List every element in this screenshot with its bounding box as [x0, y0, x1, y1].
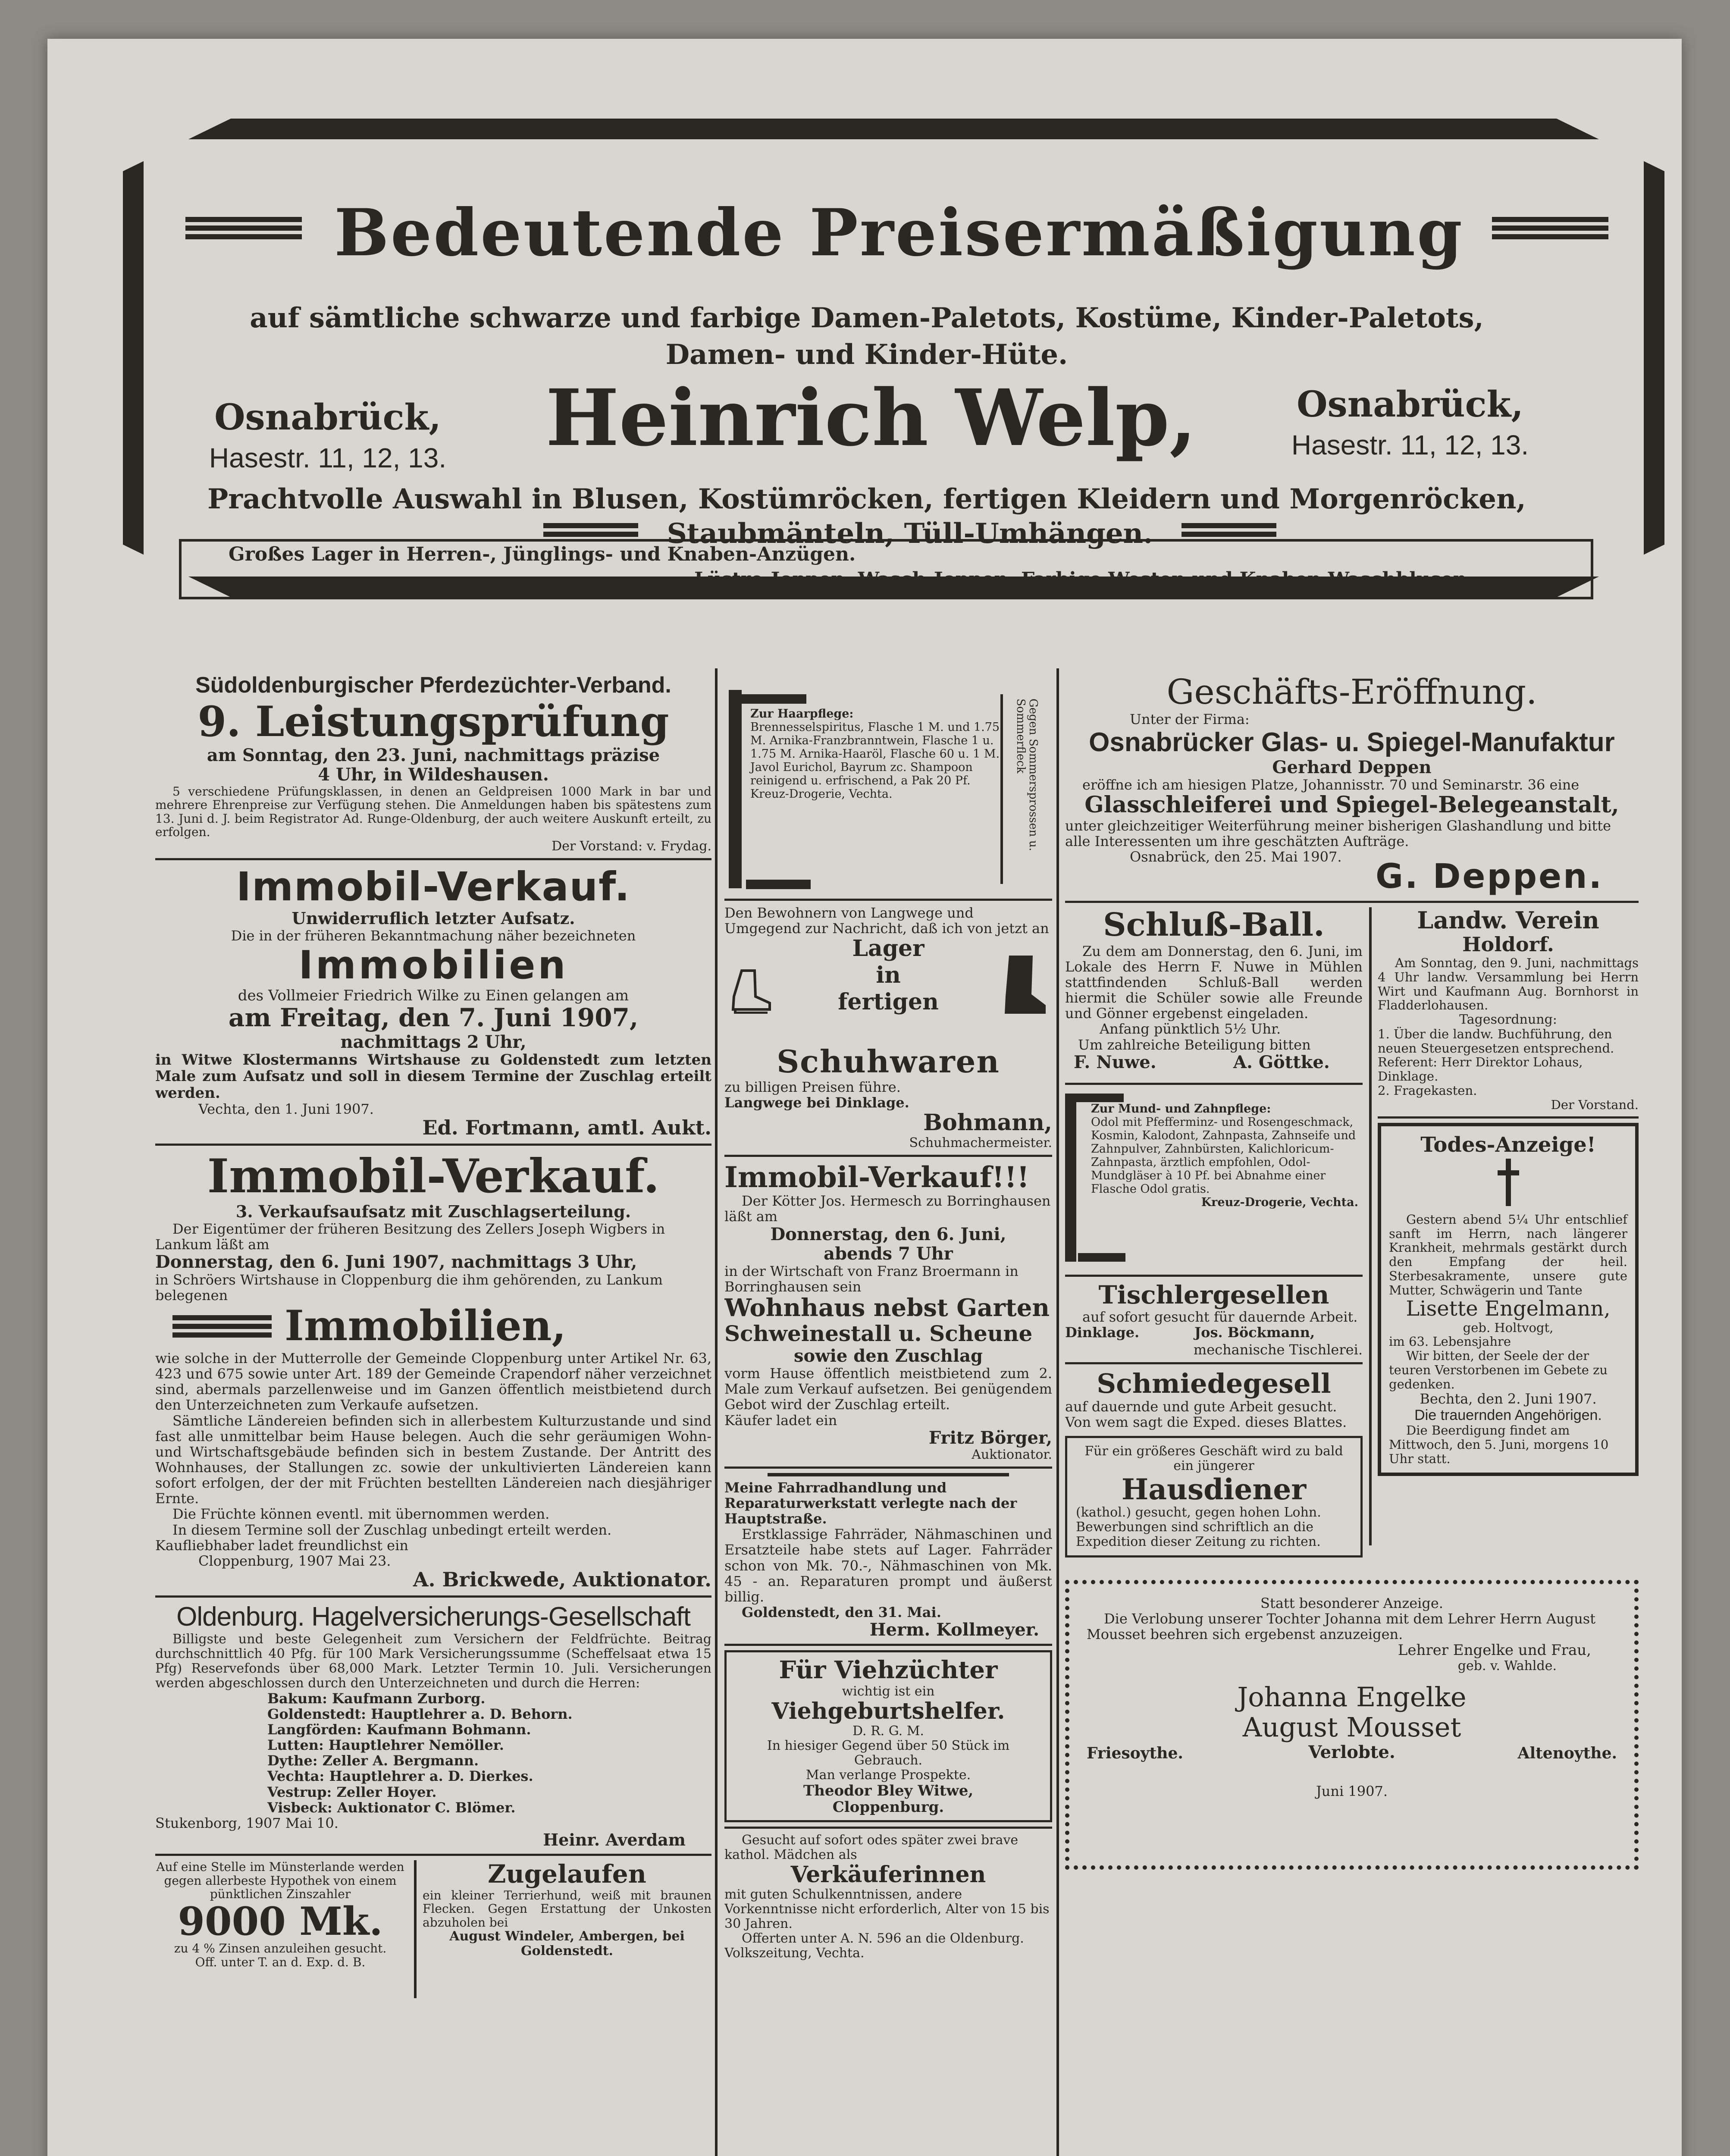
mund-title: Zur Mund- und Zahnpflege:	[1091, 1102, 1271, 1116]
eroeffnung-footer	[1065, 849, 1639, 896]
todes-sign: Die trauernden Angehörigen.	[1414, 1407, 1602, 1423]
haarpflege-body: Brennesselspiritus, Flasche 1 M. und 1.75 M. Arnika-Franzbranntwein, Flasche 1 u. 1.75 M. Arnika-Haaröl, Flasche 60 u. 1 M. Javol Eurichol, Bayrum zc. Shampoon reinigend u. erfrischend, a Pak 20 Pf. Kreuz-Drogerie, Vechta.	[750, 721, 1000, 801]
top-ad-box-line2: Lüstre-Joppen, Wasch-Joppen, Farbige Westen und Knaben-Waschblusen.	[694, 568, 1473, 590]
immobil1-date: am Freitag, den 7. Juni 1907,	[228, 1003, 639, 1033]
immobil1-line2: des Vollmeier Friedrich Wilke zu Einen gelangen am	[238, 987, 629, 1004]
column-separator	[715, 668, 718, 2156]
shoe-icon	[729, 966, 772, 1014]
tischler-sign: Jos. Böckmann,	[1194, 1324, 1315, 1341]
eroeffnung-headline: Geschäfts-Eröffnung.	[1166, 673, 1537, 712]
hagel-agents	[155, 1691, 711, 1815]
immobil3-big: Wohnhaus nebst Garten	[724, 1294, 1050, 1322]
tischler-footer	[1065, 1325, 1363, 1342]
schuh-headline: Schuhwaren	[777, 1043, 1000, 1080]
haarpflege-title: Zur Haarpflege:	[750, 707, 854, 721]
immobil3-zuschlag: sowie den Zuschlag	[794, 1345, 983, 1366]
haarpflege-bar-bottom	[746, 880, 811, 889]
todes-headline: Todes-Anzeige!	[1420, 1132, 1596, 1157]
immobil3-sign2: Auktionator.	[972, 1447, 1052, 1462]
decorative-bars-mid-right	[1182, 520, 1276, 540]
column-3	[1065, 673, 1639, 1870]
schuh-line4: zu billigen Preisen führe.	[724, 1078, 901, 1095]
hausdiener-box	[1065, 1436, 1363, 1557]
hagel-agent: Vechta: Hauptlehrer a. D. Dierkes.	[267, 1768, 533, 1785]
mund-body: Odol mit Pfefferminz- und Rosengeschmack, Kosmin, Kalodont, Zahnpasta, Zahnseife und Zahnpulver, Zahnbürsten, Kalichloricum-Zahnpasta, ärztlich empfohlen, Odol-Mundgläser à 10 Pf. bei Abnahme einer Flasche Odol gratis.	[1091, 1115, 1356, 1196]
divider	[1378, 1116, 1639, 1119]
vieh-line3: Man verlange Prospekte.	[805, 1767, 971, 1783]
immobil3-headline: Immobil-Verkauf!!!	[724, 1160, 1030, 1194]
tischler-sign2: mechanische Tischlerei.	[1193, 1341, 1363, 1358]
tischler-place: Dinklage.	[1065, 1324, 1140, 1341]
divider	[1065, 1362, 1363, 1364]
schuh-sign: Bohmann,	[923, 1109, 1052, 1136]
hagel-place: Stukenborg, 1907 Mai 10.	[155, 1814, 338, 1831]
schmiede-headline: Schmiedegesell	[1097, 1367, 1331, 1399]
verkaeuferin-body1: Gesucht auf sofort odes später zwei brave kathol. Mädchen als	[724, 1832, 1019, 1862]
eroeffnung-big: Osnabrücker Glas- u. Spiegel-Manufaktur	[1089, 727, 1615, 757]
eroeffnung-body1: eröffne ich am hiesigen Platze, Johannisstr. 70 und Seminarstr. 36 eine	[1082, 776, 1580, 793]
vieh-line2: D. R. G. M.	[852, 1724, 924, 1739]
fahrrad-place: Goldenstedt, den 31. Mai.	[742, 1604, 941, 1621]
fahrrad-sign: Herm. Kollmeyer.	[869, 1620, 1039, 1640]
landw-item2: 2. Fragekasten.	[1378, 1083, 1477, 1098]
immobil3-body2: in der Wirtschaft von Franz Broermann in Borringhausen sein	[724, 1263, 1019, 1295]
divider	[724, 1467, 1052, 1469]
column-1	[155, 673, 711, 2002]
top-ad-right-address: Hasestr. 11, 12, 13.	[1291, 429, 1529, 461]
top-ad-line1: auf sämtliche schwarze und farbige Damen-Paletots, Kostüme, Kinder-Paletots,	[250, 302, 1484, 334]
verband-sign: Der Vorstand: v. Frydag.	[552, 839, 711, 854]
schuh-sign2: Schuhmachermeister.	[909, 1135, 1052, 1150]
ball-signs	[1065, 1053, 1363, 1078]
verlobung-date: Juni 1907.	[1316, 1783, 1388, 1800]
divider	[155, 1595, 711, 1598]
hausdiener-headline: Hausdiener	[1121, 1472, 1307, 1506]
verlobung-city1: Friesoythe.	[1087, 1744, 1183, 1763]
vieh-box	[724, 1650, 1052, 1822]
immobil2-body6: In diesem Termine soll der Zuschlag unbedingt erteilt werden. Kaufliebhaber ladet freundlichst ein	[155, 1521, 612, 1554]
mund-bar	[1065, 1094, 1076, 1262]
divider	[155, 1144, 711, 1146]
verlobung-box	[1065, 1580, 1639, 1870]
hagel-agent: Langförden: Kaufmann Bohmann.	[267, 1721, 531, 1738]
haarpflege-ad	[724, 690, 1052, 893]
ball-body: Zu dem am Donnerstag, den 6. Juni, im Lokale des Herrn F. Nuwe in Mühlen stattfindenden Schluß-Ball werden hiermit die Schüler sowie alle Freunde und Gönner ergebenst eingeladen.	[1065, 943, 1363, 1022]
landw-agenda-title: Tagesordnung:	[1459, 1012, 1557, 1028]
top-ad-line4: Staubmänteln, Tüll-Umhängen.	[667, 517, 1153, 550]
divider	[1065, 901, 1639, 903]
hypothek-interest: zu 4 % Zinsen anzuleihen gesucht.	[174, 1941, 387, 1956]
landw-sign: Der Vorstand.	[1551, 1097, 1639, 1112]
zugelaufen-ad	[423, 1860, 711, 1959]
col3-middle	[1065, 907, 1639, 1571]
immobil2-sub: 3. Verkaufsaufsatz mit Zuschlagserteilung.	[235, 1202, 631, 1222]
tischler-headline: Tischlergesellen	[1098, 1280, 1329, 1310]
immobil3-time: abends 7 Uhr	[824, 1243, 953, 1264]
immobil3-body3: vorm Hause öffentlich meistbietend zum 2. Male zum Verkauf aufsetzen. Bei genügendem Gebot wird der Zuschlag erteilt.	[724, 1365, 1052, 1413]
immobil2-place: Cloppenburg, 1907 Mai 23.	[198, 1552, 391, 1569]
immobil2-sign: A. Brickwede, Auktionator.	[413, 1568, 711, 1592]
todes-box	[1378, 1123, 1639, 1476]
top-ad-line2: Damen- und Kinder-Hüte.	[665, 338, 1068, 371]
hypothek-offer: Off. unter T. an d. Exp. d. B.	[195, 1955, 366, 1969]
cross-icon	[1389, 1156, 1627, 1213]
column-2	[724, 690, 1052, 1961]
immobil2-body1: Der Eigentümer der früheren Besitzung des Zellers Joseph Wigbers in Lankum läßt am	[155, 1221, 665, 1253]
ball-line2: Um zahlreiche Beteiligung bitten	[1078, 1036, 1311, 1053]
schuh-line5: Langwege bei Dinklage.	[724, 1094, 909, 1111]
immobil3-big2: Schweinestall u. Scheune	[724, 1321, 1033, 1347]
eroeffnung-owner: Gerhard Deppen	[1272, 757, 1432, 777]
immobil2-big: Immobilien,	[285, 1301, 566, 1350]
schuh-intro: Den Bewohnern von Langwege und Umgegend zur Nachricht, daß ich von jetzt an	[724, 905, 1049, 937]
immobil2-body5: Die Früchte können eventl. mit übernommen werden.	[172, 1506, 550, 1523]
schuh-in: in	[876, 962, 901, 989]
top-ad-left-address: Hasestr. 11, 12, 13.	[209, 442, 447, 473]
hagel-agent: Bakum: Kaufmann Zurborg.	[267, 1690, 486, 1707]
verlobung-name1: Johanna Engelke	[1237, 1681, 1467, 1713]
ball-sign2: A. Göttke.	[1233, 1052, 1330, 1072]
verlobung-city2: Altenoythe.	[1517, 1744, 1617, 1763]
immobil1-body: in Witwe Klostermanns Wirtshause zu Goldenstedt zum letzten Male zum Aufsatz und soll in diesem Termine der Zuschlag erteilt werden.	[155, 1051, 711, 1102]
landw-body: Am Sonntag, den 9. Juni, nachmittags 4 Uhr landw. Versammlung bei Herrn Wirt und Kaufmann Aug. Bornhorst in Fladderlohausen.	[1378, 955, 1639, 1013]
decorative-bars	[768, 1473, 1009, 1476]
column-separator	[1056, 668, 1059, 2156]
mund-shop: Kreuz-Drogerie, Vechta.	[1201, 1196, 1358, 1210]
verlobung-name2: August Mousset	[1242, 1711, 1461, 1743]
verband-title: Südoldenburgischer Pferdezüchter-Verband.	[195, 673, 671, 698]
ball-line1: Anfang pünktlich 5½ Uhr.	[1100, 1021, 1281, 1037]
immobil2-body3: wie solche in der Mutterrolle der Gemeinde Cloppenburg unter Artikel Nr. 63, 423 und 675 sowie unter Art. 189 der Gemeinde Crapendorf näher verzeichnet sind, abermals parzellenweise und im Ganzen öffentlich meistbietend durch den Unterzeichneten zum Verkaufe aufsetzen.	[155, 1350, 711, 1413]
immobil1-time: nachmittags 2 Uhr,	[340, 1031, 527, 1052]
boot-icon	[1000, 953, 1048, 1018]
hypothek-ad	[155, 1860, 405, 1969]
todes-body3: Die Beerdigung findet am Mittwoch, den 5. Juni, morgens 10 Uhr statt.	[1389, 1423, 1609, 1466]
zugelaufen-body: ein kleiner Terrierhund, weiß mit braunen Flecken. Gegen Erstattung der Unkosten abzuholen bei	[423, 1888, 711, 1930]
column-separator	[414, 1860, 417, 1998]
divider	[1065, 1083, 1363, 1085]
haarpflege-side-rule	[1000, 694, 1003, 884]
col3-subcol-right	[1378, 907, 1639, 1476]
todes-body2: Wir bitten, der Seele der der teuren Verstorbenen im Gebete zu gedenken.	[1389, 1348, 1608, 1391]
todes-name: Lisette Engelmann,	[1406, 1297, 1611, 1321]
tischler-body: auf sofort gesucht für dauernde Arbeit.	[1082, 1309, 1358, 1326]
verband-date: am Sonntag, den 23. Juni, nachmittags präzise	[207, 745, 660, 766]
top-ad-right-city: Osnabrück,	[1297, 384, 1523, 425]
haarpflege-bar	[729, 690, 742, 888]
todes-line2: im 63. Lebensjahre	[1389, 1334, 1511, 1349]
todes-line1: geb. Holtvogt,	[1463, 1320, 1554, 1335]
immobil1-big: Immobilien	[298, 942, 568, 988]
decorative-bars-mid-left	[543, 520, 638, 540]
landw-item1: 1. Über die landw. Buchführung, den neuen Steuergesetzen entsprechend. Referent: Herr Direktor Lohaus, Dinklage.	[1378, 1026, 1614, 1084]
bottom-small-ads	[155, 1860, 711, 2002]
eroeffnung-line1: Unter der Firma:	[1130, 711, 1250, 728]
verlobung-line1: Statt besonderer Anzeige.	[1260, 1595, 1443, 1611]
eroeffnung-sign: G. Deppen.	[1376, 857, 1604, 896]
verlobung-verlobte: Verlobte.	[1308, 1742, 1395, 1762]
vieh-headline: Für Viehzüchter	[779, 1656, 998, 1685]
divider	[155, 858, 711, 860]
vieh-sign: Theodor Bley Witwe,	[803, 1782, 974, 1799]
haarpflege-bar-top	[742, 694, 806, 704]
top-ad-line3: Prachtvolle Auswahl in Blusen, Kostümröcken, fertigen Kleidern und Morgenröcken,	[207, 483, 1526, 515]
verkaeuferin-body2: mit guten Schulkenntnissen, andere Vorkenntnisse nicht erforderlich, Alter von 15 bis 30 Jahren.	[724, 1887, 1050, 1932]
ball-sign1: F. Nuwe.	[1074, 1052, 1156, 1072]
eroeffnung-big2: Glasschleiferei und Spiegel-Belegeanstalt,	[1084, 791, 1619, 818]
hagel-agent: Lutten: Hauptlehrer Nemöller.	[267, 1737, 504, 1754]
decorative-bars-left	[185, 213, 302, 243]
immobil1-headline: Immobil-Verkauf.	[236, 863, 631, 910]
hagel-body: Billigste und beste Gelegenheit zum Versichern der Feldfrüchte. Beitrag durchschnittlich 40 Pfg. für 100 Mark Versicherungssumme (Scheffelsaat etwa 15 Pfg) Reservefonds über 68,000 Mark. Letzter Termin 10. Juli. Versicherungen werden abgeschlossen durch den Unterzeichneten und durch die Herren:	[155, 1632, 711, 1691]
vieh-body: In hiesiger Gegend über 50 Stück im Gebrauch.	[767, 1738, 1010, 1768]
immobil2-body4: Sämtliche Ländereien befinden sich in allerbestem Kulturzustande und sind fast alle unmittelbar beim Hause belegen. Auch die sehr geräumigen Wohn- und Wirtschaftsgebäude befinden sich in bestem Zustande. Der Antritt des Wohnhauses, der Stallungen zc. sowie der unkultivierten Ländereien kann sofort erfolgen, der der mit Früchten bestellten Ländereien nach diesjähriger Ernte.	[155, 1412, 711, 1507]
haarpflege-side: Gegen Sommersprossen u. Sommerfleck	[1014, 699, 1040, 851]
eroeffnung-place: Osnabrück, den 25. Mai 1907.	[1130, 849, 1342, 865]
landw-headline: Landw. Verein	[1417, 906, 1599, 934]
hausdiener-body1: Für ein größeres Geschäft wird zu bald ein jüngerer	[1084, 1443, 1343, 1473]
verband-time: 4 Uhr, in Wildeshausen.	[318, 765, 549, 785]
verlobung-sign2: geb. v. Wahlde.	[1457, 1658, 1557, 1673]
hagel-agent: Visbeck: Auktionator C. Blömer.	[267, 1799, 516, 1816]
divider	[724, 1827, 1052, 1829]
ball-headline: Schluß-Ball.	[1103, 906, 1325, 943]
verlobung-sign: Lehrer Engelke und Frau,	[1398, 1642, 1591, 1659]
divider	[1065, 1275, 1363, 1277]
column-separator	[1369, 907, 1372, 1545]
vieh-sign2: Cloppenburg.	[832, 1799, 944, 1816]
vieh-line1: wichtig ist ein	[842, 1683, 935, 1699]
landw-place: Holdorf.	[1462, 933, 1554, 956]
immobil1-line1: Die in der früheren Bekanntmachung näher bezeichneten	[231, 927, 636, 944]
immobil2-date: Donnerstag, den 6. Juni 1907, nachmittags 3 Uhr,	[155, 1252, 637, 1272]
hagel-sign: Heinr. Averdam	[543, 1830, 686, 1850]
mund-bar-bottom	[1078, 1253, 1125, 1262]
hagel-agent: Goldenstedt: Hauptlehrer a. D. Behorn.	[267, 1705, 573, 1722]
zugelaufen-headline: Zugelaufen	[488, 1859, 646, 1889]
hypothek-body: Auf eine Stelle im Münsterlande werden gegen allerbeste Hypothek von einem pünktlichen Zinszahler	[156, 1860, 404, 1902]
immobil2-big-row	[155, 1303, 711, 1351]
newspaper-page	[47, 39, 1682, 2156]
mund-ad	[1065, 1089, 1363, 1270]
verkaeuferin-big: Verkäuferinnen	[790, 1861, 986, 1888]
immobil1-place: Vechta, den 1. Juni 1907.	[198, 1100, 374, 1117]
top-ad-box-line1: Großes Lager in Herren-, Jünglings- und Knaben-Anzügen.	[229, 543, 856, 565]
immobil2-body2: in Schröers Wirtshause in Cloppenburg die ihm gehörenden, zu Lankum belegenen	[155, 1271, 663, 1304]
decorative-bars	[172, 1312, 272, 1341]
vieh-big: Viehgeburtshelfer.	[771, 1698, 1005, 1724]
schuh-lager: Lager	[852, 935, 925, 962]
haarpflege-text	[750, 707, 1000, 801]
hagel-agent: Vestrup: Zeller Hoyer.	[267, 1783, 437, 1800]
mund-text	[1091, 1102, 1358, 1209]
immobil1-sub: Unwiderruflich letzter Aufsatz.	[291, 908, 575, 928]
schmiede-body: auf dauernde und gute Arbeit gesucht. Von wem sagt die Exped. dieses Blattes.	[1065, 1398, 1347, 1430]
todes-body1: Gestern abend 5¼ Uhr entschlief sanft im Herrn, nach längerer Krankheit, mehrmals gestärkt durch den Empfang der heil. Sterbesakramente, unsere gute Mutter, Schwägerin und Tante	[1389, 1212, 1627, 1297]
decorative-bars-right	[1492, 213, 1608, 243]
divider	[724, 899, 1052, 901]
zugelaufen-sign: August Windeler, Ambergen, bei Goldenstedt.	[449, 1929, 685, 1959]
schuh-block	[724, 936, 1052, 1044]
top-ad-headline: Bedeutende Preisermäßigung	[334, 195, 1464, 271]
immobil3-date: Donnerstag, den 6. Juni,	[770, 1224, 1006, 1244]
mund-bar-top	[1076, 1094, 1124, 1102]
immobil1-sign: Ed. Fortmann, amtl. Aukt.	[422, 1116, 711, 1140]
eroeffnung-body2: unter gleichzeitiger Weiterführung meiner bisherigen Glashandlung und bitte alle Interessenten um ihre geschätzten Aufträge.	[1065, 817, 1611, 849]
fahrrad-body: Erstklassige Fahrräder, Nähmaschinen und Ersatzteile habe stets auf Lager. Fahrräder schon von Mk. 70.-, Nähmaschinen von Mk. 45 - an. Reparaturen prompt und äußerst billig.	[724, 1526, 1052, 1605]
verlobung-body: Die Verlobung unserer Tochter Johanna mit dem Lehrer Herrn August Mousset beehren sich ergebenst anzuzeigen.	[1087, 1611, 1596, 1643]
top-ad-merchant: Heinrich Welp,	[545, 373, 1197, 464]
hausdiener-body2: (kathol.) gesucht, gegen hohen Lohn. Bewerbungen sind schriftlich an die Expedition dieser Zeitung zu richten.	[1076, 1505, 1321, 1550]
fahrrad-line1: Meine Fahrradhandlung und Reparaturwerkstatt verlegte nach der Hauptstraße.	[724, 1479, 1017, 1527]
divider	[724, 1644, 1052, 1646]
immobil3-body1: Der Kötter Jos. Hermesch zu Borringhausen läßt am	[724, 1193, 1051, 1225]
todes-place: Bechta, den 2. Juni 1907.	[1420, 1391, 1597, 1407]
immobil2-headline: Immobil-Verkauf.	[207, 1149, 660, 1204]
divider	[724, 1155, 1052, 1157]
hagel-headline: Oldenburg. Hagelversicherungs-Gesellschaft	[176, 1602, 690, 1632]
immobil3-sign: Fritz Börger,	[928, 1427, 1052, 1448]
hagel-agent: Dythe: Zeller A. Bergmann.	[267, 1752, 479, 1769]
verband-body: 5 verschiedene Prüfungsklassen, in denen an Geldpreisen 1000 Mark in bar und mehrere Ehrenpreise zur Verfügung stehen. Die Anmeldungen haben bis spätestens zum 13. Juni d. J. beim Registrator Ad. Runge-Oldenburg, der auch weitere Auskunft erteilt, zu erfolgen.	[155, 784, 711, 840]
hypothek-amount: 9000 Mk.	[178, 1898, 383, 1944]
immobil3-body4: Käufer ladet ein	[724, 1412, 837, 1429]
schuh-fertigen: fertigen	[838, 989, 939, 1015]
divider	[155, 1854, 711, 1856]
verband-headline: 9. Leistungsprüfung	[197, 697, 669, 746]
verkaeuferin-body3: Offerten unter A. N. 596 an die Oldenburg. Volkszeitung, Vechta.	[724, 1930, 1024, 1961]
top-ad-left-city: Osnabrück,	[214, 397, 441, 438]
col3-subcol-left	[1065, 907, 1363, 1557]
